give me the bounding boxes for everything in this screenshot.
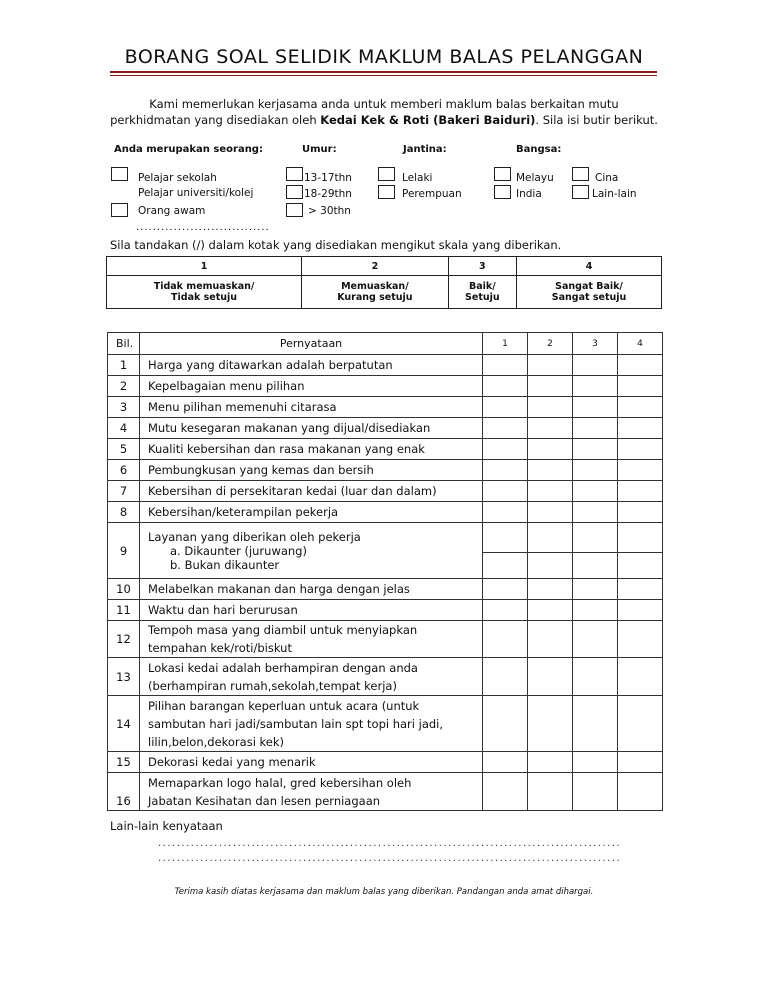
- checkbox-orang-awam[interactable]: [111, 203, 128, 217]
- scale-desc: [107, 276, 302, 309]
- row-statement: [140, 481, 483, 502]
- rating-cell[interactable]: [618, 355, 663, 376]
- rating-cell[interactable]: [483, 579, 528, 600]
- rating-cell[interactable]: [528, 773, 573, 811]
- scale-desc-line: Kurang setuju: [337, 292, 413, 303]
- row-number: 1: [108, 355, 140, 376]
- row-statement: [140, 658, 483, 696]
- rating-cell[interactable]: [528, 696, 573, 752]
- row-statement: [140, 502, 483, 523]
- rating-cell[interactable]: [528, 621, 573, 658]
- rating-cell[interactable]: [528, 355, 573, 376]
- option-label: 13-17thn: [304, 172, 352, 184]
- statement-text: Melabelkan makanan dan harga dengan jelas: [148, 582, 410, 596]
- row-number: 5: [108, 439, 140, 460]
- row-number: 2: [108, 376, 140, 397]
- statement-text: Kebersihan/keterampilan pekerja: [148, 505, 339, 519]
- statement-text: sambutan hari jadi/sambutan lain spt topi hari jadi,: [148, 716, 444, 731]
- rating-cell[interactable]: [618, 621, 663, 658]
- row-number: 6: [108, 460, 140, 481]
- rating-cell[interactable]: [483, 397, 528, 418]
- row-statement: [140, 439, 483, 460]
- option-label: > 30thn: [308, 205, 351, 217]
- table-row: [108, 439, 663, 460]
- scale-desc-line: Setuju: [465, 292, 500, 303]
- title-rule-thin: [110, 75, 657, 76]
- row-statement: [140, 773, 483, 811]
- rating-cell[interactable]: [618, 696, 663, 752]
- row-statement: [140, 397, 483, 418]
- rating-cell[interactable]: [483, 621, 528, 658]
- rating-cell[interactable]: [528, 600, 573, 621]
- other-comments-label: Lain-lain kenyataan: [110, 819, 223, 833]
- rating-cell[interactable]: [483, 376, 528, 397]
- row-statement: [140, 523, 483, 579]
- table-row: [108, 600, 663, 621]
- scale-desc-line: Sangat setuju: [551, 292, 627, 303]
- row-number: 16: [108, 773, 140, 811]
- statement-text: lilin,belon,dekorasi kek): [148, 734, 285, 749]
- rating-cell[interactable]: [573, 696, 618, 752]
- scale-desc: [448, 276, 516, 309]
- rating-cell[interactable]: [483, 752, 528, 773]
- rating-cell[interactable]: [483, 355, 528, 376]
- race-header: Bangsa:: [516, 144, 562, 155]
- intro-text-end: . Sila isi butir berikut.: [535, 113, 658, 127]
- row-number: 4: [108, 418, 140, 439]
- rating-cell[interactable]: [618, 502, 663, 523]
- scale-num: 2: [302, 257, 449, 276]
- statement-text: Lokasi kedai adalah berhampiran dengan anda: [148, 660, 418, 675]
- checkbox-cina[interactable]: [572, 167, 589, 181]
- option-label: Orang awam: [138, 205, 206, 217]
- statement-text: Harga yang ditawarkan adalah berpatutan: [148, 358, 393, 372]
- rating-header: 1: [483, 333, 528, 355]
- rating-cell[interactable]: [573, 355, 618, 376]
- rating-cell[interactable]: [573, 439, 618, 460]
- rating-cell[interactable]: [483, 523, 528, 553]
- rating-cell[interactable]: [618, 439, 663, 460]
- row-statement: [140, 752, 483, 773]
- rating-cell[interactable]: [483, 418, 528, 439]
- statement-text: Mutu kesegaran makanan yang dijual/disediakan: [148, 421, 431, 435]
- scale-desc-line: Tidak memuaskan/: [153, 281, 255, 292]
- option-label: Pelajar universiti/kolej: [138, 187, 254, 199]
- rating-cell[interactable]: [618, 658, 663, 696]
- rating-cell[interactable]: [618, 397, 663, 418]
- checkbox-lain-lain[interactable]: [572, 185, 589, 199]
- row-number: 12: [108, 621, 140, 658]
- statement-text: Pembungkusan yang kemas dan bersih: [148, 463, 374, 477]
- rating-cell[interactable]: [573, 773, 618, 811]
- occupation-header: Anda merupakan seorang:: [114, 144, 263, 155]
- statement-text: Kepelbagaian menu pilihan: [148, 379, 305, 393]
- intro-line-2: [0, 113, 768, 127]
- table-row: [108, 502, 663, 523]
- statement-text: Tempoh masa yang diambil untuk menyiapkan: [148, 623, 418, 637]
- row-number: 10: [108, 579, 140, 600]
- checkbox-india[interactable]: [494, 185, 511, 199]
- instruction-text: Sila tandakan (/) dalam kotak yang disediakan mengikut skala yang diberikan.: [110, 238, 562, 252]
- scale-num: 3: [448, 257, 516, 276]
- option-label: Lelaki: [402, 172, 433, 184]
- rating-cell[interactable]: [483, 460, 528, 481]
- table-row: [108, 621, 663, 658]
- thank-you-note: Terima kasih diatas kerjasama dan maklum balas yang diberikan. Pandangan anda amat dihargai.: [174, 887, 594, 897]
- table-row: [108, 523, 663, 553]
- rating-cell[interactable]: [483, 600, 528, 621]
- row-number: 11: [108, 600, 140, 621]
- checkbox-30-plus[interactable]: [286, 203, 303, 217]
- option-label: Cina: [595, 172, 619, 184]
- row-number: 8: [108, 502, 140, 523]
- table-row: [108, 752, 663, 773]
- rating-cell[interactable]: [618, 460, 663, 481]
- scale-desc-line: Tidak setuju: [171, 292, 238, 303]
- rating-cell[interactable]: [528, 502, 573, 523]
- rating-cell[interactable]: [483, 553, 528, 579]
- rating-cell[interactable]: [528, 418, 573, 439]
- rating-cell[interactable]: [483, 696, 528, 752]
- form-title: BORANG SOAL SELIDIK MAKLUM BALAS PELANGGAN: [124, 46, 644, 68]
- row-statement: [140, 600, 483, 621]
- rating-cell[interactable]: [573, 397, 618, 418]
- comment-line-1[interactable]: ...................................................................................................: [158, 838, 622, 849]
- intro-text: perkhidmatan yang disediakan oleh: [110, 113, 321, 127]
- option-label: Perempuan: [402, 188, 462, 200]
- rating-cell[interactable]: [528, 752, 573, 773]
- sub-item: a. Dikaunter (juruwang): [170, 543, 307, 558]
- rating-cell[interactable]: [573, 376, 618, 397]
- rating-cell[interactable]: [573, 600, 618, 621]
- statement-text: tempahan kek/roti/biskut: [148, 641, 292, 655]
- scale-num: 4: [517, 257, 662, 276]
- table-row: [108, 481, 663, 502]
- scale-desc-line: Sangat Baik/: [555, 281, 623, 292]
- rating-cell[interactable]: [618, 376, 663, 397]
- sub-item: b. Bukan dikaunter: [170, 557, 280, 572]
- intro-line-1: Kami memerlukan kerjasama anda untuk memberi maklum balas berkaitan mutu: [149, 97, 619, 111]
- rating-cell[interactable]: [573, 460, 618, 481]
- table-row: [108, 460, 663, 481]
- title-rule: [110, 71, 657, 73]
- rating-cell[interactable]: [618, 773, 663, 811]
- statement-text: Jabatan Kesihatan dan lesen perniagaan: [148, 793, 381, 808]
- rating-cell[interactable]: [483, 502, 528, 523]
- statement-text: Pilihan barangan keperluan untuk acara (untuk: [148, 698, 420, 713]
- scale-num: 1: [107, 257, 302, 276]
- rating-cell[interactable]: [618, 579, 663, 600]
- rating-cell[interactable]: [618, 752, 663, 773]
- option-label: 18-29thn: [304, 188, 352, 200]
- statement-text: Kebersihan di persekitaran kedai (luar dan dalam): [148, 484, 437, 498]
- table-row: [108, 658, 663, 696]
- table-row: [108, 696, 663, 752]
- rating-cell[interactable]: [483, 658, 528, 696]
- rating-cell[interactable]: [618, 553, 663, 579]
- row-number: 3: [108, 397, 140, 418]
- rating-cell[interactable]: [618, 481, 663, 502]
- checkbox-pelajar-sekolah[interactable]: [111, 167, 128, 181]
- statement-text: Menu pilihan memenuhi citarasa: [148, 400, 337, 414]
- rating-cell[interactable]: [483, 439, 528, 460]
- rating-header: 3: [573, 333, 618, 355]
- checkbox-melayu[interactable]: [494, 167, 511, 181]
- row-number: 13: [108, 658, 140, 696]
- rating-cell[interactable]: [528, 397, 573, 418]
- row-statement: [140, 418, 483, 439]
- rating-cell[interactable]: [483, 481, 528, 502]
- row-statement: [140, 355, 483, 376]
- age-header: Umur:: [302, 144, 337, 155]
- rating-cell[interactable]: [573, 658, 618, 696]
- rating-cell[interactable]: [528, 376, 573, 397]
- table-row: [108, 773, 663, 811]
- comment-line-2[interactable]: ...................................................................................................: [158, 853, 622, 864]
- gender-header: Jantina:: [403, 144, 447, 155]
- shop-name: Kedai Kek & Roti (Bakeri Baiduri): [320, 113, 536, 127]
- statement-text: Waktu dan hari berurusan: [148, 603, 298, 617]
- statement-text: Layanan yang diberikan oleh pekerja: [148, 529, 361, 544]
- option-label: India: [516, 188, 542, 200]
- option-label: Lain-lain: [592, 188, 637, 200]
- rating-cell[interactable]: [573, 579, 618, 600]
- rating-cell[interactable]: [573, 502, 618, 523]
- statement-text: (berhampiran rumah,sekolah,tempat kerja): [148, 678, 397, 693]
- scale-desc-line: Memuaskan/: [341, 281, 409, 292]
- option-label: Melayu: [516, 172, 554, 184]
- rating-cell[interactable]: [528, 553, 573, 579]
- rating-header: 4: [618, 333, 663, 355]
- table-row: [108, 397, 663, 418]
- table-row: [108, 355, 663, 376]
- scale-desc: [517, 276, 662, 309]
- rating-cell[interactable]: [528, 658, 573, 696]
- other-occupation-blank[interactable]: ................................: [136, 222, 270, 233]
- rating-cell[interactable]: [573, 481, 618, 502]
- rating-cell[interactable]: [573, 553, 618, 579]
- rating-cell[interactable]: [618, 600, 663, 621]
- row-number: 7: [108, 481, 140, 502]
- rating-cell[interactable]: [528, 460, 573, 481]
- checkbox-13-17[interactable]: [286, 167, 303, 181]
- rating-cell[interactable]: [528, 439, 573, 460]
- scale-legend: [106, 256, 662, 309]
- row-statement: [140, 696, 483, 752]
- rating-cell[interactable]: [618, 418, 663, 439]
- rating-cell[interactable]: [573, 621, 618, 658]
- scale-desc-line: Baik/: [469, 281, 496, 292]
- row-statement: [140, 376, 483, 397]
- checkbox-lelaki[interactable]: [378, 167, 395, 181]
- scale-desc: [302, 276, 449, 309]
- rating-cell[interactable]: [573, 523, 618, 553]
- row-statement: [140, 460, 483, 481]
- rating-cell[interactable]: [573, 418, 618, 439]
- row-number: 9: [108, 523, 140, 579]
- checkbox-perempuan[interactable]: [378, 185, 395, 199]
- rating-cell[interactable]: [528, 481, 573, 502]
- rating-cell[interactable]: [528, 523, 573, 553]
- table-row: [108, 579, 663, 600]
- statement-text: Memaparkan logo halal, gred kebersihan oleh: [148, 775, 412, 790]
- row-statement: [140, 621, 483, 658]
- row-number: 15: [108, 752, 140, 773]
- rating-header: 2: [528, 333, 573, 355]
- checkbox-18-29[interactable]: [286, 185, 303, 199]
- rating-cell[interactable]: [573, 752, 618, 773]
- table-row: [108, 376, 663, 397]
- rating-cell[interactable]: [618, 523, 663, 553]
- statement-header: Pernyataan: [140, 333, 483, 355]
- rating-cell[interactable]: [528, 579, 573, 600]
- statement-text: Dekorasi kedai yang menarik: [148, 755, 316, 769]
- row-statement: [140, 579, 483, 600]
- questionnaire-table: [107, 332, 663, 811]
- table-row: [108, 418, 663, 439]
- bil-header: Bil.: [108, 333, 140, 355]
- row-number: 14: [108, 696, 140, 752]
- statement-text: Kualiti kebersihan dan rasa makanan yang enak: [148, 442, 425, 456]
- rating-cell[interactable]: [483, 773, 528, 811]
- option-label: Pelajar sekolah: [138, 172, 217, 184]
